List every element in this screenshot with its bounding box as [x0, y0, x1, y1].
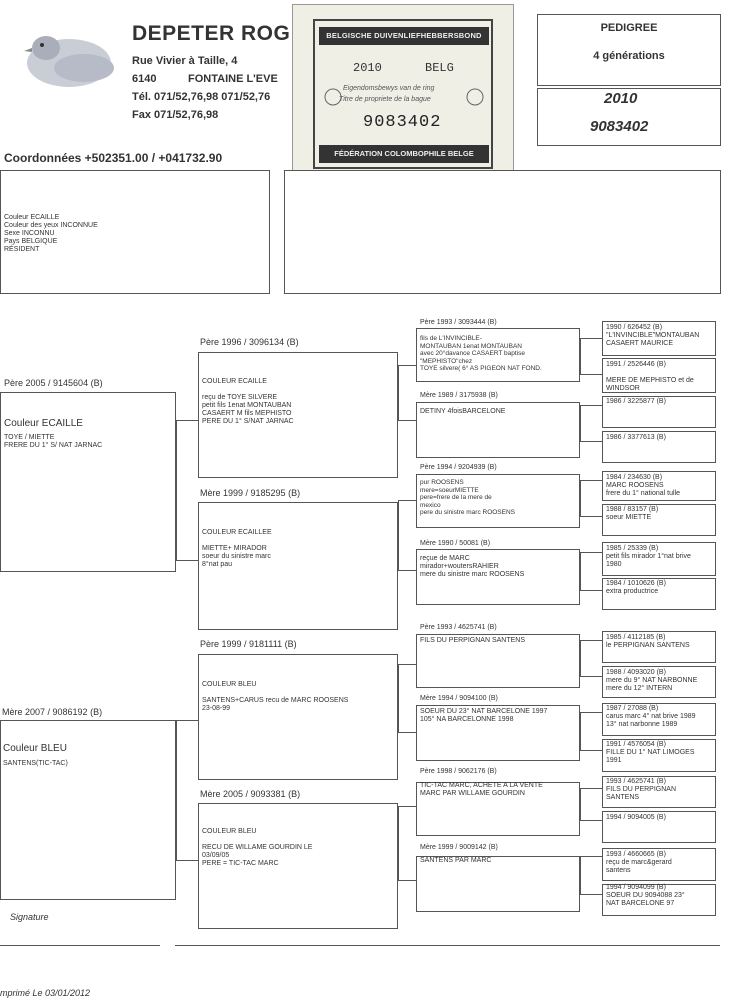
signature-label: Signature — [10, 912, 49, 922]
gen4-12-text: 1993 / 4625741 (B) FILS DU PERPIGNAN SANTENS — [606, 778, 677, 801]
gen4-1-text: 1991 / 2526446 (B) MERE DE MEPHISTO et de WINDSOR — [606, 361, 694, 392]
gen4-4-text: 1984 / 234630 (B) MARC ROOSENS frere du 1° national tulle — [606, 474, 681, 497]
postal-code: 6140 — [132, 73, 157, 85]
gen4-7-text: 1984 / 1010626 (B) extra productrice — [606, 580, 666, 595]
ornament-right-icon — [465, 67, 485, 127]
printed-date: mprimé Le 03/01/2012 — [0, 988, 91, 998]
gen2-2-text: COULEUR BLEU SANTENS+CARUS recu de MARC ROOSENS 23-08-99 — [202, 681, 349, 712]
subject-details: Couleur ECAILLE Couleur des yeux INCONNUE Sexe INCONNU Pays BELGIQUE RÉSIDENT — [4, 214, 98, 253]
gen3-4-text: FILS DU PERPIGNAN SANTENS — [420, 637, 526, 644]
ring-card — [292, 4, 514, 184]
gen3-7-label: Mère 1999 / 9009142 (B) — [420, 844, 498, 851]
gen2-3-label: Mère 2005 / 9093381 (B) — [200, 789, 301, 799]
gen1-father-notes: TOYE / MIETTE FRERE DU 1° S/ NAT JARNAC — [4, 434, 103, 449]
gen3-5-label: Mère 1994 / 9094100 (B) — [420, 695, 498, 702]
gen2-1-text: COULEUR ECAILLEE MIETTE+ MIRADOR soeur du sinistre marc 8°nat pau — [202, 529, 272, 568]
gen3-1-label: Mère 1989 / 3175938 (B) — [420, 392, 498, 399]
gen2-2-box — [198, 654, 398, 780]
gen3-2-label: Père 1994 / 9204939 (B) — [420, 464, 497, 471]
owner-name: DEPETER ROG — [132, 22, 291, 45]
gen3-6-text: TIC-TAC MARC, ACHETE A LA VENTE MARC PAR WILLAME GOURDIN — [420, 782, 543, 797]
ring-card-line1: Eigendomsbewys van de ring — [343, 85, 435, 92]
notes-box — [284, 170, 721, 294]
signature-line-left — [0, 945, 160, 946]
gen4-9-text: 1988 / 4093020 (B) mere du 9° NAT NARBONNE mere du 12° INTERN — [606, 669, 698, 692]
ornament-left-icon — [323, 67, 343, 127]
signature-line-right — [175, 945, 720, 946]
gen1-mother-label: Mère 2007 / 9086192 (B) — [2, 707, 103, 717]
gen1-father-label: Père 2005 / 9145604 (B) — [4, 378, 103, 388]
pedigree-year: 2010 — [604, 90, 638, 107]
pigeon-photo — [14, 18, 124, 98]
gen4-2-text: 1986 / 3225877 (B) — [606, 398, 666, 405]
gen3-7-text: SANTENS PAR MARC — [420, 857, 492, 864]
ring-card-bottom-label: FÉDÉRATION COLOMBOPHILE BELGE — [319, 145, 489, 163]
pedigree-ring: 9083402 — [590, 118, 649, 135]
ring-card-year: 2010 — [353, 61, 382, 75]
tel: Tél. 071/52,76,98 071/52,76 — [132, 91, 271, 103]
pigeon-icon — [14, 18, 124, 98]
gen4-13-text: 1994 / 9094005 (B) — [606, 814, 666, 821]
ring-card-number: 9083402 — [363, 113, 442, 132]
gen2-3-text: COULEUR BLEU RECU DE WILLAME GOURDIN LE 03/09/05 PERE = TIC-TAC MARC — [202, 828, 313, 867]
gen4-11-text: 1991 / 4576054 (B) FILLE DU 1° NAT LIMOGES 1991 — [606, 741, 695, 764]
pedigree-subtitle: 4 générations — [593, 50, 665, 62]
gen1-mother-notes: SANTENS(TIC-TAC) — [3, 760, 68, 767]
gen4-14-text: 1993 / 4660665 (B) reçu de marc&gerard santens — [606, 851, 672, 874]
gen4-6-text: 1985 / 25339 (B) petit fils mirador 1°nat brive 1980 — [606, 545, 691, 568]
gen3-2-text: pur ROOSENS mere=soeurMIETTE pere=frere de la mere de mexico pere du sinistre marc ROOSENS — [420, 479, 516, 516]
gen4-8-text: 1985 / 4112185 (B) le PERPIGNAN SANTENS — [606, 634, 690, 649]
gen2-0-label: Père 1996 / 3096134 (B) — [200, 337, 299, 347]
gen1-father-color: Couleur ECAILLE — [4, 418, 83, 429]
gen2-0-text: COULEUR ECAILLE reçu de TOYE SILVERE petit fils 1enat MONTAUBAN CASAERT M fils MEPHISTO PERE DU 1° S/NAT JARNAC — [202, 378, 294, 425]
ring-card-top-label: BELGISCHE DUIVENLIEFHEBBERSBOND — [319, 27, 489, 45]
gen3-5-text: SOEUR DU 23° NAT BARCELONE 1997 105° NA BARCELONNE 1998 — [420, 708, 548, 723]
gen3-3-label: Mère 1990 / 50081 (B) — [420, 540, 491, 547]
ring-card-country: BELG — [425, 61, 454, 75]
gen3-4-label: Père 1993 / 4625741 (B) — [420, 624, 497, 631]
fax: Fax 071/52,76,98 — [132, 109, 219, 121]
gen3-0-text: fils de L'INVINCIBLE- MONTAUBAN 1enat MONTAUBAN avec 20°davance CASAERT baptise "MEPHISTO"chez TOYE silvere( 6° AS PIGEON NAT FOND. — [420, 335, 542, 372]
gen4-0-text: 1990 / 626452 (B) "L'INVINCIBLE"MONTAUBAN CASAERT MAURICE — [606, 324, 700, 347]
gen4-15-text: 1994 / 9094099 (B) SOEUR DU 9094088 23° NAT BARCELONE 97 — [606, 884, 685, 907]
pedigree-title: PEDIGREE — [600, 22, 658, 34]
gen3-1-text: DETINY 4foisBARCELONE — [420, 408, 506, 415]
gen3-0-label: Père 1993 / 3093444 (B) — [420, 319, 497, 326]
gen4-3-text: 1986 / 3377613 (B) — [606, 434, 666, 441]
address-line: Rue Vivier à Taille, 4 — [132, 55, 238, 67]
gen4-10-text: 1987 / 27088 (B) carus marc 4° nat brive 1989 13° nat narbonne 1989 — [606, 705, 696, 728]
city: FONTAINE L'EVE — [188, 73, 278, 85]
gen1-mother-color: Couleur BLEU — [3, 743, 67, 754]
gen3-6-label: Père 1998 / 9062176 (B) — [420, 768, 497, 775]
gen2-1-label: Mère 1999 / 9185295 (B) — [200, 488, 301, 498]
gen3-3-text: reçue de MARC mirador+woutersRAHIER mere du sinistre marc ROOSENS — [420, 555, 525, 578]
gen2-2-label: Père 1999 / 9181111 (B) — [200, 639, 297, 649]
coordinates: Coordonnées +502351.00 / +041732.90 — [4, 151, 223, 165]
gen4-5-text: 1988 / 83157 (B) soeur MIETTE — [606, 506, 659, 521]
ring-card-line2: Titre de propriete de la bague — [339, 96, 431, 103]
